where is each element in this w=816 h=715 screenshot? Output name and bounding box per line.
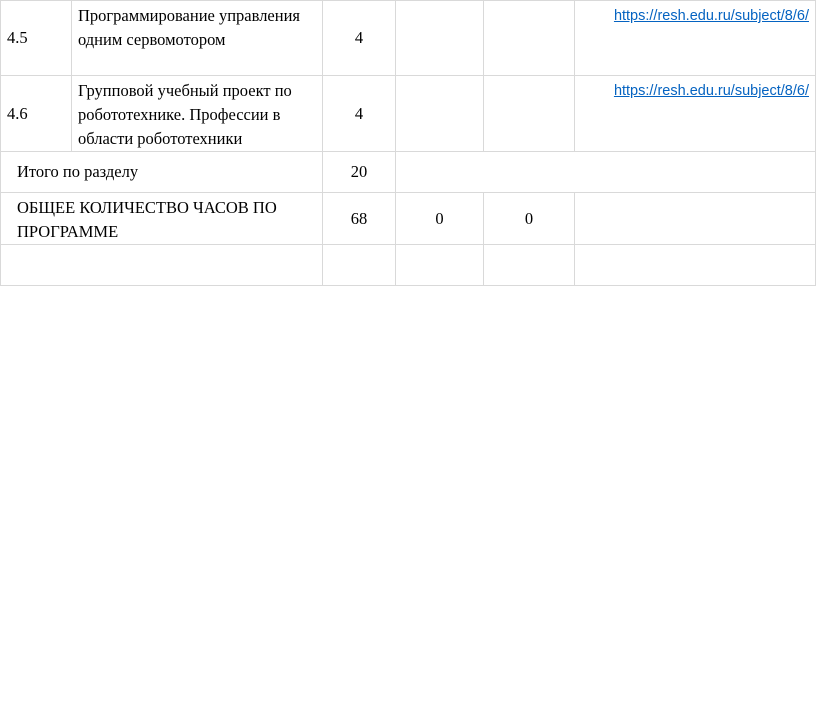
empty-cell (1, 245, 323, 286)
empty-cell (396, 245, 484, 286)
empty-cell (484, 245, 575, 286)
lesson-resource-cell (575, 1, 816, 76)
program-total-label: ОБЩЕЕ КОЛИЧЕСТВО ЧАСОВ ПО ПРОГРАММЕ (1, 193, 323, 245)
lesson-number: 4.5 (1, 1, 72, 76)
program-total-resource (575, 193, 816, 245)
lesson-topic: Программирование управления одним сервомотором (72, 1, 323, 76)
lesson-hours: 4 (323, 76, 396, 152)
empty-cell (323, 245, 396, 286)
section-total-empty (396, 152, 816, 193)
lesson-resource-cell (575, 76, 816, 152)
lesson-practical-works (484, 76, 575, 152)
resource-link[interactable]: https://resh.edu.ru/subject/8/6/ (613, 83, 809, 99)
lesson-number: 4.6 (1, 76, 72, 152)
section-total-row (1, 152, 816, 193)
program-total-control: 0 (396, 193, 484, 245)
lesson-control-works (396, 1, 484, 76)
resource-link[interactable]: https://resh.edu.ru/subject/8/6/ (613, 8, 809, 24)
section-total-hours: 20 (323, 152, 396, 193)
curriculum-table (0, 0, 816, 286)
lesson-practical-works (484, 1, 575, 76)
program-total-hours: 68 (323, 193, 396, 245)
empty-row (1, 245, 816, 286)
empty-cell (575, 245, 816, 286)
table-row-4-6 (1, 76, 816, 152)
table-row-4-5 (1, 1, 816, 76)
section-total-label: Итого по разделу (1, 152, 323, 193)
program-total-practical: 0 (484, 193, 575, 245)
lesson-hours: 4 (323, 1, 396, 76)
lesson-topic: Групповой учебный проект по робототехнике. Профессии в области робототехники (72, 76, 323, 152)
program-total-row (1, 193, 816, 245)
lesson-control-works (396, 76, 484, 152)
